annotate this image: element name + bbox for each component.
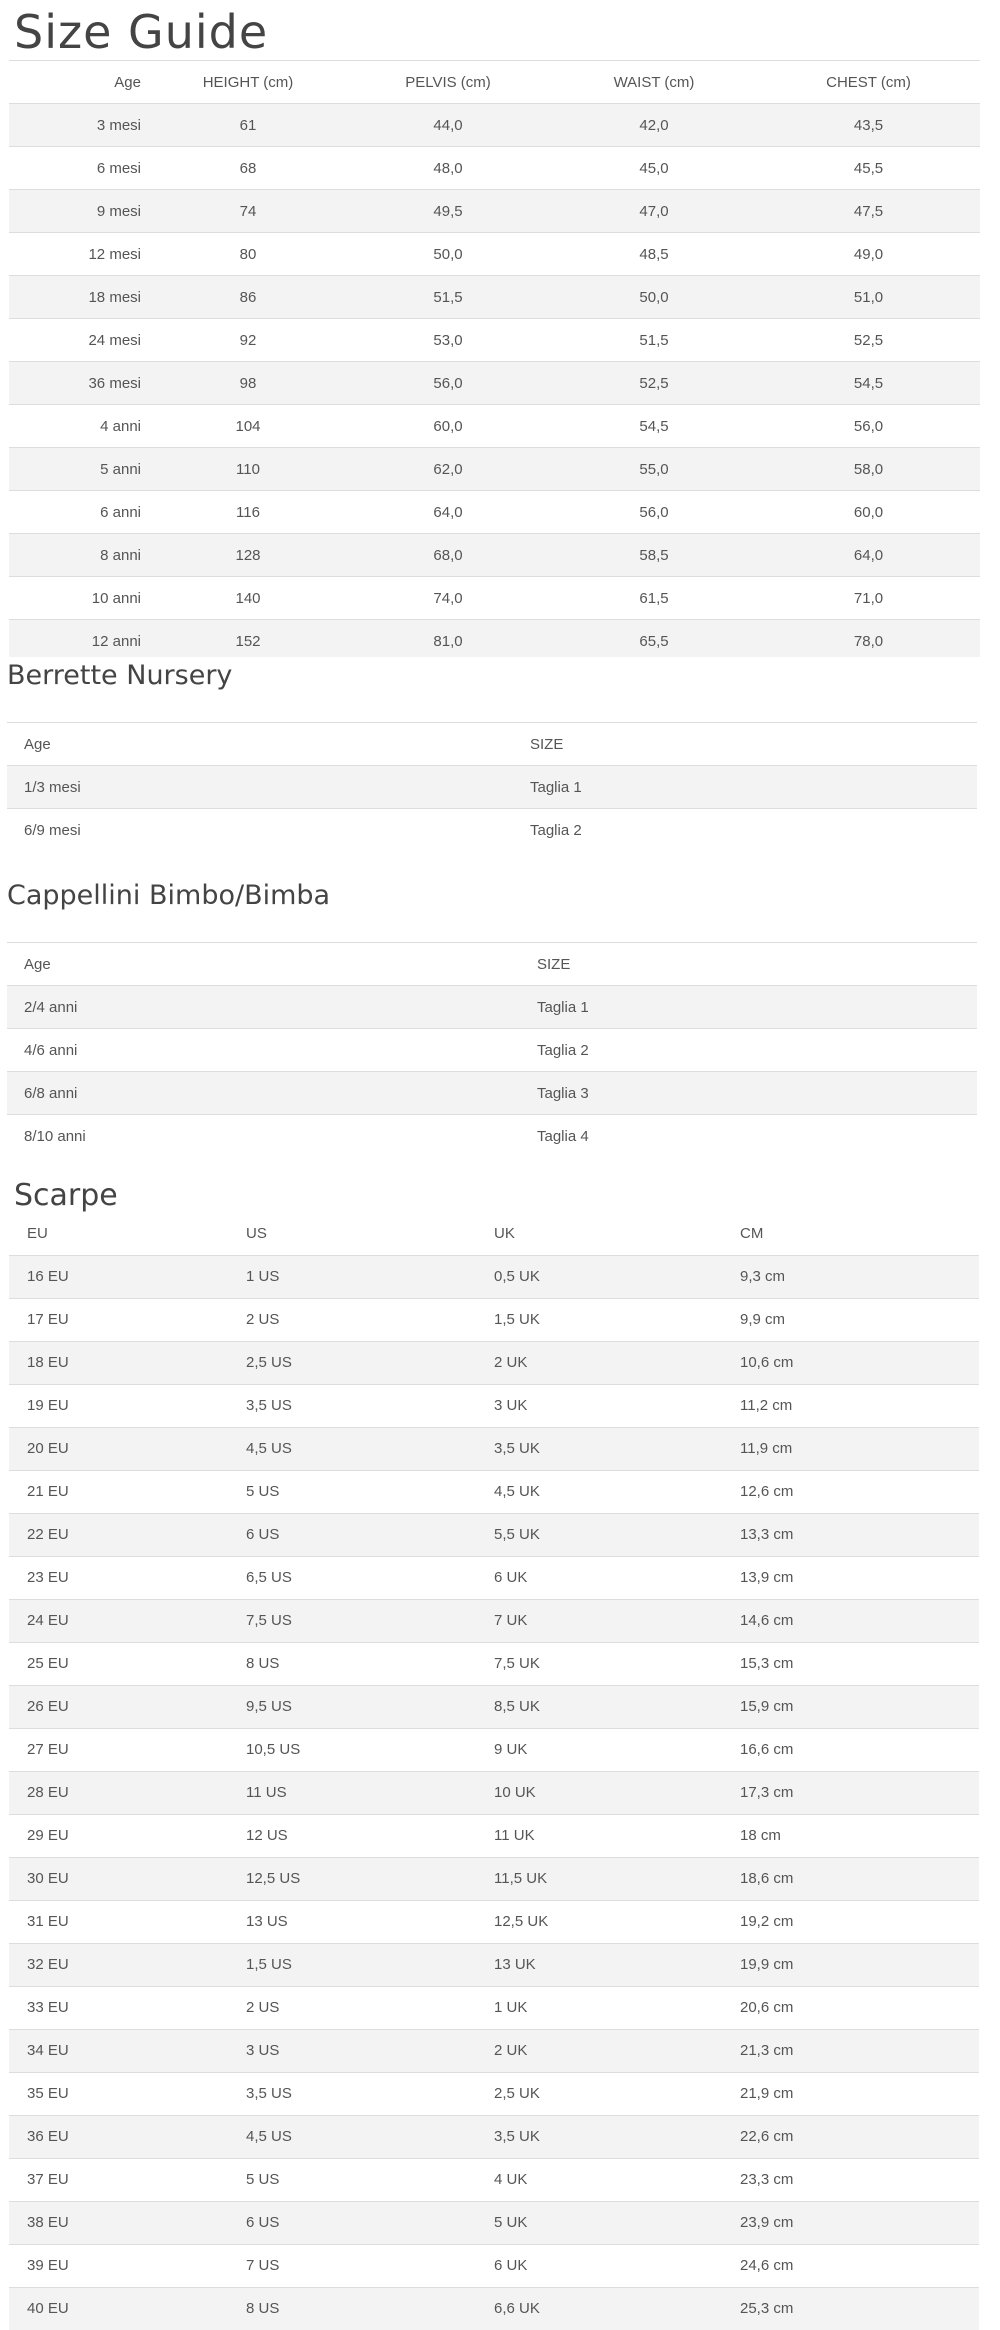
table-cell: 56,0	[433, 374, 463, 392]
column-header-age: Age	[24, 735, 51, 753]
table-cell: 35 EU	[27, 2085, 69, 2102]
table-row	[9, 1513, 979, 1556]
table-row	[9, 1384, 979, 1427]
table-row	[9, 1685, 979, 1728]
table-cell: 2,5 UK	[494, 2085, 540, 2102]
table-cell: 25,3 cm	[740, 2300, 794, 2318]
table-cell: 80	[239, 245, 257, 263]
table-cell: 128	[235, 546, 261, 564]
table-cell: 11 UK	[494, 1827, 535, 1844]
table-cell: 68,0	[433, 546, 463, 564]
table-cell: 11,2 cm	[740, 1397, 793, 1414]
table-cell: 5 US	[246, 2171, 280, 2188]
table-cell: 36 mesi	[88, 374, 141, 392]
table-row	[9, 1341, 979, 1384]
table-cell: 86	[239, 288, 257, 306]
table-cell: 47,5	[853, 202, 884, 220]
table-row	[9, 1427, 979, 1470]
table-row	[9, 2115, 979, 2158]
table-cell: 45,5	[853, 159, 884, 177]
table-row	[9, 2287, 979, 2330]
table-row	[9, 190, 980, 233]
table-cell: 14,6 cm	[740, 1612, 794, 1629]
table-row	[9, 1857, 979, 1900]
column-header-waist: WAIST (cm)	[613, 73, 695, 91]
nursery-table	[7, 722, 977, 852]
table-cell: 28 EU	[27, 1784, 69, 1801]
table-cell: 48,0	[433, 159, 463, 177]
table-cell: 20,6 cm	[740, 1999, 794, 2016]
table-cell: 19,9 cm	[740, 1956, 794, 1973]
table-cell: 21,9 cm	[740, 2085, 794, 2102]
table-row	[9, 147, 980, 190]
table-cell: 16,6 cm	[740, 1741, 794, 1758]
table-cell: 4,5 UK	[494, 1483, 540, 1500]
table-cell: 104	[235, 417, 261, 435]
table-row	[9, 2244, 979, 2287]
table-cell: 48,5	[639, 245, 669, 263]
table-cell: 9,3 cm	[740, 1268, 786, 1285]
table-row	[9, 1814, 979, 1857]
table-cell: 38 EU	[27, 2214, 69, 2231]
table-cell: Taglia 3	[537, 1084, 589, 1102]
table-cell: 44,0	[433, 116, 463, 134]
table-row	[9, 1556, 979, 1599]
table-cell: 3,5 UK	[494, 1440, 540, 1457]
table-cell: 17 EU	[27, 1311, 69, 1328]
table-cell: 20 EU	[27, 1440, 69, 1457]
cappellini-section-title: Cappellini Bimbo/Bimba	[7, 880, 331, 911]
table-cell: 1,5 UK	[494, 1311, 540, 1328]
table-cell: 4,5 US	[246, 1440, 292, 1457]
table-cell: 13 US	[246, 1913, 288, 1930]
table-cell: 8,5 UK	[494, 1698, 540, 1715]
table-cell: 110	[236, 460, 260, 478]
table-cell: 1/3 mesi	[24, 778, 81, 796]
table-cell: 51,0	[853, 288, 884, 306]
size-table	[9, 60, 980, 657]
table-cell: 58,0	[853, 460, 884, 478]
table-cell: 10 UK	[494, 1784, 536, 1801]
table-cell: 4 UK	[494, 2171, 528, 2188]
column-header-uk: UK	[494, 1224, 515, 1242]
table-cell: 65,5	[639, 632, 669, 650]
table-cell: 5 UK	[494, 2214, 528, 2231]
table-row	[9, 405, 980, 448]
table-cell: 13,9 cm	[740, 1569, 794, 1586]
table-cell: 8 anni	[100, 546, 141, 564]
table-cell: 74	[239, 202, 257, 220]
size-table-container	[0, 0, 1000, 657]
table-cell: Taglia 4	[537, 1127, 589, 1145]
table-cell: 6 UK	[494, 1569, 528, 1586]
table-cell: 11 US	[246, 1784, 287, 1801]
table-cell: 5,5 UK	[494, 1526, 540, 1543]
table-cell: 47,0	[639, 202, 669, 220]
table-cell: 54,5	[639, 417, 669, 435]
table-row	[9, 534, 980, 577]
table-cell: 6 mesi	[96, 159, 141, 177]
table-row	[7, 1072, 977, 1115]
table-cell: 21 EU	[27, 1483, 69, 1500]
table-cell: 36 EU	[27, 2128, 69, 2145]
table-cell: 12,6 cm	[740, 1483, 794, 1500]
column-header-cm: CM	[740, 1224, 764, 1242]
column-header-size: SIZE	[530, 735, 564, 753]
table-row	[9, 1771, 979, 1814]
scarpe-table	[9, 1212, 979, 2330]
table-cell: 2 UK	[494, 1354, 528, 1371]
table-row	[9, 104, 980, 147]
table-cell: 7,5 UK	[494, 1655, 540, 1672]
table-row	[9, 491, 980, 534]
table-cell: 58,5	[639, 546, 669, 564]
table-cell: 12,5 US	[246, 1870, 301, 1887]
table-row	[9, 1642, 979, 1685]
table-cell: 32 EU	[27, 1956, 69, 1973]
table-cell: Taglia 2	[530, 821, 582, 839]
table-row	[9, 577, 980, 620]
table-cell: 3,5 UK	[494, 2128, 540, 2145]
cappellini-table-body	[7, 986, 977, 1158]
table-cell: 2,5 US	[246, 1354, 292, 1371]
table-cell: 10 anni	[91, 589, 141, 607]
table-cell: 40 EU	[27, 2300, 69, 2318]
table-header-row	[9, 1212, 979, 1255]
size-table-body	[9, 104, 980, 658]
table-cell: 18,6 cm	[740, 1870, 794, 1887]
table-cell: 7 US	[246, 2257, 280, 2274]
table-header-row	[9, 61, 980, 104]
table-cell: 64,0	[433, 503, 463, 521]
table-cell: 140	[235, 589, 261, 607]
table-row	[9, 1599, 979, 1642]
table-cell: 12,5 UK	[494, 1913, 549, 1930]
table-cell: 6,6 UK	[494, 2300, 540, 2318]
table-cell: 2 UK	[494, 2042, 528, 2059]
table-cell: 52,5	[853, 331, 884, 349]
table-cell: 10,6 cm	[740, 1354, 794, 1371]
table-cell: 3,5 US	[246, 1397, 292, 1414]
table-row	[7, 986, 977, 1029]
table-row	[9, 1943, 979, 1986]
table-cell: 6 US	[246, 1526, 280, 1543]
table-cell: 2/4 anni	[24, 998, 78, 1016]
table-cell: 56,0	[853, 417, 884, 435]
table-row	[9, 1728, 979, 1771]
table-row	[7, 766, 977, 809]
table-cell: 4,5 US	[246, 2128, 292, 2145]
table-cell: 9 mesi	[96, 202, 141, 220]
table-cell: 9,5 US	[246, 1698, 292, 1715]
table-cell: 16 EU	[27, 1268, 69, 1285]
table-cell: 50,0	[639, 288, 669, 306]
table-cell: 39 EU	[27, 2257, 69, 2274]
table-cell: 18 cm	[740, 1827, 781, 1844]
table-cell: 18 EU	[27, 1354, 69, 1371]
table-cell: 37 EU	[27, 2171, 69, 2188]
table-cell: 7 UK	[494, 1612, 528, 1629]
table-cell: 3 US	[246, 2042, 280, 2059]
nursery-table-body	[7, 766, 977, 852]
table-cell: 19 EU	[27, 1397, 69, 1414]
column-header-age: Age	[24, 955, 51, 973]
table-cell: 60,0	[433, 417, 463, 435]
table-cell: 29 EU	[27, 1827, 69, 1844]
table-cell: 3 mesi	[96, 116, 141, 134]
table-cell: 49,5	[433, 202, 463, 220]
table-row	[9, 448, 980, 491]
page-title: Size Guide	[14, 5, 269, 59]
table-cell: 92	[239, 331, 257, 349]
table-cell: 8/10 anni	[24, 1127, 86, 1145]
table-header-row	[7, 723, 977, 766]
table-cell: 3,5 US	[246, 2085, 292, 2102]
table-cell: 11,9 cm	[740, 1440, 793, 1457]
table-row	[9, 2029, 979, 2072]
table-cell: 17,3 cm	[740, 1784, 794, 1801]
table-cell: Taglia 2	[537, 1041, 589, 1059]
table-cell: 55,0	[639, 460, 669, 478]
table-cell: 6/8 anni	[24, 1084, 78, 1102]
table-cell: 61	[239, 116, 257, 134]
table-row	[9, 620, 980, 658]
table-cell: 74,0	[433, 589, 463, 607]
table-cell: 18 mesi	[88, 288, 141, 306]
table-cell: 116	[236, 503, 260, 521]
table-cell: 45,0	[639, 159, 669, 177]
table-cell: 5 anni	[100, 460, 141, 478]
table-cell: 23,3 cm	[740, 2171, 794, 2188]
table-cell: 6,5 US	[246, 1569, 292, 1586]
table-cell: 6/9 mesi	[24, 821, 81, 839]
table-cell: 25 EU	[27, 1655, 69, 1672]
scarpe-table-body	[9, 1255, 979, 2330]
table-cell: 6 UK	[494, 2257, 528, 2274]
table-cell: 1,5 US	[246, 1956, 292, 1973]
table-cell: 22,6 cm	[740, 2128, 794, 2145]
table-cell: 1 UK	[494, 1999, 528, 2016]
table-cell: 34 EU	[27, 2042, 69, 2059]
table-cell: 21,3 cm	[740, 2042, 794, 2059]
table-cell: 9 UK	[494, 1741, 528, 1758]
table-cell: 2 US	[246, 1311, 280, 1328]
table-cell: 1 US	[246, 1268, 280, 1285]
table-row	[9, 2072, 979, 2115]
table-cell: 81,0	[433, 632, 463, 650]
table-row	[9, 276, 980, 319]
table-row	[9, 1900, 979, 1943]
table-cell: 5 US	[246, 1483, 280, 1500]
table-cell: 30 EU	[27, 1870, 69, 1887]
table-cell: 52,5	[639, 374, 669, 392]
table-cell: 51,5	[639, 331, 669, 349]
table-row	[9, 1298, 979, 1341]
table-cell: 54,5	[853, 374, 884, 392]
table-cell: 53,0	[433, 331, 463, 349]
table-cell: 42,0	[639, 116, 669, 134]
table-cell: 27 EU	[27, 1741, 69, 1758]
table-cell: 68	[239, 159, 257, 177]
scarpe-section-title: Scarpe	[14, 1178, 118, 1213]
table-cell: 56,0	[639, 503, 669, 521]
table-cell: 4/6 anni	[24, 1041, 78, 1059]
table-cell: 8 US	[246, 2300, 280, 2318]
table-cell: 24 mesi	[88, 331, 141, 349]
table-cell: 12 mesi	[88, 245, 141, 263]
table-row	[9, 2158, 979, 2201]
table-cell: 9,9 cm	[740, 1311, 786, 1328]
table-row	[9, 1470, 979, 1513]
table-cell: 26 EU	[27, 1698, 69, 1715]
column-header-age: Age	[114, 73, 141, 91]
table-row	[9, 1255, 979, 1298]
table-cell: 6 US	[246, 2214, 280, 2231]
table-cell: 64,0	[853, 546, 884, 564]
table-cell: 15,3 cm	[740, 1655, 794, 1672]
table-cell: 78,0	[853, 632, 884, 650]
table-row	[7, 809, 977, 852]
table-cell: 11,5 UK	[494, 1870, 548, 1887]
table-cell: 23,9 cm	[740, 2214, 794, 2231]
table-cell: 8 US	[246, 1655, 280, 1672]
table-cell: 51,5	[433, 288, 463, 306]
table-cell: 7,5 US	[246, 1612, 292, 1629]
table-cell: 24,6 cm	[740, 2257, 794, 2274]
table-cell: 49,0	[853, 245, 884, 263]
table-cell: 31 EU	[27, 1913, 69, 1930]
table-cell: 10,5 US	[246, 1741, 301, 1758]
table-cell: 6 anni	[100, 503, 141, 521]
table-cell: 2 US	[246, 1999, 280, 2016]
table-cell: 33 EU	[27, 1999, 69, 2016]
table-row	[9, 362, 980, 405]
column-header-chest: CHEST (cm)	[826, 73, 911, 91]
table-cell: 24 EU	[27, 1612, 69, 1629]
table-cell: 19,2 cm	[740, 1913, 794, 1930]
table-header-row	[7, 943, 977, 986]
table-row	[9, 319, 980, 362]
table-row	[7, 1115, 977, 1158]
column-header-size: SIZE	[537, 955, 571, 973]
column-header-height: HEIGHT (cm)	[202, 73, 294, 91]
table-cell: 4 anni	[100, 417, 141, 435]
table-row	[9, 1986, 979, 2029]
table-cell: 22 EU	[27, 1526, 69, 1543]
nursery-section-title: Berrette Nursery	[7, 660, 233, 691]
table-cell: 152	[235, 632, 261, 650]
table-cell: 12 US	[246, 1827, 288, 1844]
table-row	[9, 233, 980, 276]
table-cell: 3 UK	[494, 1397, 528, 1414]
table-cell: 23 EU	[27, 1569, 69, 1586]
table-cell: Taglia 1	[537, 998, 589, 1016]
column-header-us: US	[246, 1224, 267, 1242]
table-cell: 0,5 UK	[494, 1268, 540, 1285]
table-cell: Taglia 1	[530, 778, 582, 796]
table-cell: 50,0	[433, 245, 463, 263]
table-cell: 98	[239, 374, 257, 392]
table-cell: 12 anni	[91, 632, 141, 650]
table-row	[7, 1029, 977, 1072]
table-cell: 13,3 cm	[740, 1526, 794, 1543]
cappellini-table	[7, 942, 977, 1158]
table-cell: 61,5	[639, 589, 669, 607]
column-header-eu: EU	[27, 1224, 48, 1242]
table-cell: 71,0	[853, 589, 884, 607]
table-cell: 62,0	[433, 460, 463, 478]
table-cell: 13 UK	[494, 1956, 536, 1973]
column-header-pelvis: PELVIS (cm)	[405, 73, 491, 91]
table-cell: 43,5	[853, 116, 884, 134]
table-row	[9, 2201, 979, 2244]
table-cell: 60,0	[853, 503, 884, 521]
table-cell: 15,9 cm	[740, 1698, 794, 1715]
